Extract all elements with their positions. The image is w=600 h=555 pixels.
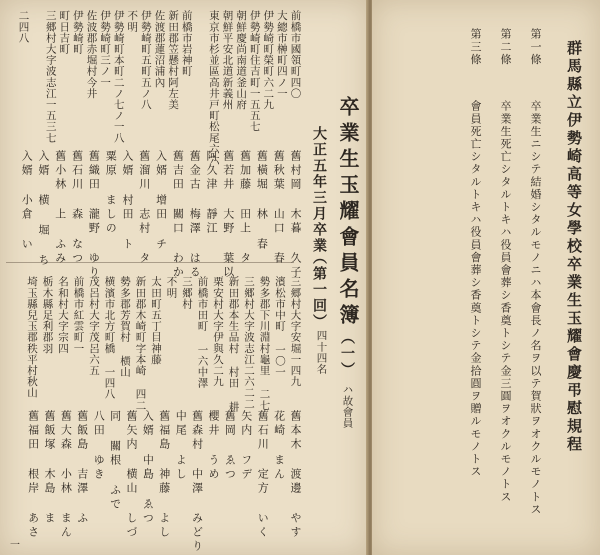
lower-name: 花崎 まん (272, 410, 286, 482)
lower-entry: 横濱市北方町橋 一四八 (103, 276, 116, 400)
lower-name: 舊本木 渡邊 やす (289, 410, 302, 540)
lower-entry: 栗安村大字伊與久二九 (212, 276, 224, 387)
upper-entry: 不明 (126, 10, 139, 33)
lower-entry: 三郷村大字波志江二六二二 (243, 276, 255, 410)
article-3-label: 第三條 (469, 28, 482, 66)
upper-entry: 大總市榊町四ノ一 (275, 10, 288, 99)
lower-entry: 勢多郡下川淵村龜里 二七 (258, 276, 271, 411)
lower-entry: 三郷村大字安堀一四九 (289, 276, 302, 387)
lower-entry: 不明 (165, 276, 178, 299)
lower-name: 舊福田 根岸 あさ (26, 410, 40, 540)
lower-name: 中尾 よし (174, 410, 188, 482)
lower-name: 同 關根 ふで (108, 410, 122, 512)
upper-name: 舊若井 大野 葉以 (221, 150, 235, 280)
upper-name: 舊村岡 木暮 久子 (289, 150, 302, 280)
upper-entry: 前橋市岩神町 (180, 10, 193, 77)
upper-entry: 佐波郡赤堀村今井 (85, 10, 98, 99)
lower-name: 舊岡 ゑつ (223, 410, 237, 482)
lower-entry: 濱松市中町 一〇一 (274, 276, 286, 378)
upper-entry: 朝鮮平安北道新義州 (221, 10, 234, 110)
lower-entry: 栃木縣足利郡羽 (41, 276, 54, 354)
upper-name: 舊金古 梅澤 はる (188, 150, 202, 280)
roster-title-paren: （一） (339, 330, 355, 378)
upper-name: 入婿 横 堀 ち (37, 150, 50, 268)
article-1-label: 第一條 (529, 28, 542, 66)
lower-name: 舊森村 中澤 みどり (190, 410, 204, 554)
roster-count: 四十四名 (315, 330, 328, 375)
lower-entry: 新田郡本生品村 村田 耕 (227, 276, 240, 413)
lower-name: 舊矢内 横山 しづ (125, 410, 138, 540)
roster-title: 卒業生玉耀會員名簿 (336, 96, 360, 330)
lower-entry: 勢多郡芳賀村 横山 (119, 276, 131, 378)
regulation-title: 群馬縣立伊勢崎高等女學校卒業生玉耀會慶弔慰規程 (565, 40, 583, 454)
lower-name: 舊飯島 吉澤 ふ (75, 410, 89, 526)
upper-name: 舊溜川 志村 タ (137, 150, 151, 266)
upper-name: 入婿 增田 チ (154, 150, 168, 252)
lower-name: 入婿 中島 ゑつ (141, 410, 155, 526)
upper-entry: 三郷村大字波志江一五三七 (44, 10, 57, 144)
upper-entry: 東京市杉並區高井戸町松尾六六 (207, 10, 220, 166)
upper-name: 舊秋葉 山口 春 (272, 150, 286, 266)
upper-name: 粟原 ましの (104, 150, 118, 236)
article-2-label: 第二條 (499, 28, 512, 66)
upper-name: 入婿 村田 ト (121, 150, 134, 252)
upper-entry: 二四八 (17, 10, 30, 44)
upper-name: 舊小林 上 ふみ (53, 150, 67, 266)
page-number: 一 (10, 540, 20, 551)
upper-name: 舊石川 森 なつ (70, 150, 84, 266)
upper-entry: 新田郡笠懸村阿左美 (167, 10, 180, 110)
lower-name: 舊福島 神藤 よし (157, 410, 171, 540)
roster-edition: （第一回） (311, 250, 327, 330)
lower-entry: 太田町五丁目神藤 (150, 276, 162, 365)
roster-title-note: ハ故會員 (341, 384, 354, 429)
upper-name: 入婿 小倉 い (20, 150, 34, 252)
upper-name: 阿久津 靜江 (205, 150, 218, 236)
upper-entry: 町日吉町 (58, 10, 71, 55)
lower-name: 八田 ゆき (92, 410, 106, 482)
upper-entry: 伊勢崎町本町二ノ七ノ一八 (112, 10, 125, 144)
lower-entry: 茂呂村大字茂呂六五 (88, 276, 100, 376)
upper-entry: 前橋市國領町四〇 (289, 10, 302, 99)
upper-entry: 伊勢崎町 (71, 10, 84, 55)
article-3-text: 會員死亡シタルトキハ役員會葬シ香奠トシテ金拾圓ヲ贈ルモノトス (469, 100, 482, 478)
lower-entry: 新田郡木崎町字本崎 四二 (134, 276, 147, 411)
upper-name: 舊橫堀 林 春 (255, 150, 269, 252)
upper-entry: 朝鮮慶尚南道釜山府 (235, 10, 248, 110)
upper-entry: 伊勢崎町三ノ一 (99, 10, 112, 88)
lower-name: 矢内 フデ (239, 410, 253, 482)
upper-name: 舊織田 瀧野 ゆり (87, 150, 101, 280)
lower-name: 櫻井 うめ (207, 410, 220, 482)
lower-entry: 名和村大字宗四 (57, 276, 69, 354)
article-2-text: 卒業生死亡シタルトキハ役員會葬シ香奠トシテ金三圓ヲオクルモノトス (499, 100, 512, 504)
lower-entry: 前橋市田町 一六中澤 (196, 276, 209, 389)
lower-entry: 埼玉縣兒玉郡秩平村秋山 (26, 276, 38, 399)
upper-name: 舊吉田 關口 わか (171, 150, 185, 280)
article-1-text: 卒業生ニシテ結婚シタルモノニハ本會長ノ名ヲ以テ賀狀ヲオクルモノトス (529, 100, 542, 516)
lower-name: 舊大森 小林 まん (59, 410, 73, 540)
upper-entry: 伊勢崎町住吉町一五五七 (248, 10, 261, 133)
lower-name: 舊飯塚 木島 ま (43, 410, 56, 526)
upper-entry: 伊勢崎町榮町六二九 (262, 10, 275, 110)
upper-entry: 佐渡郡蓮沼浦內 (153, 10, 166, 88)
roster-subtitle: 大正五年三月卒業 (311, 126, 327, 254)
upper-name: 舊加藤 田上 タ (238, 150, 252, 266)
lower-entry: 前橋市紅雲町一 (72, 276, 85, 354)
upper-entry: 伊勢崎町五町五ノ八 (139, 10, 152, 110)
lower-name: 舊石川 定方 いく (256, 410, 270, 540)
lower-entry: 三郷村 (181, 276, 193, 310)
